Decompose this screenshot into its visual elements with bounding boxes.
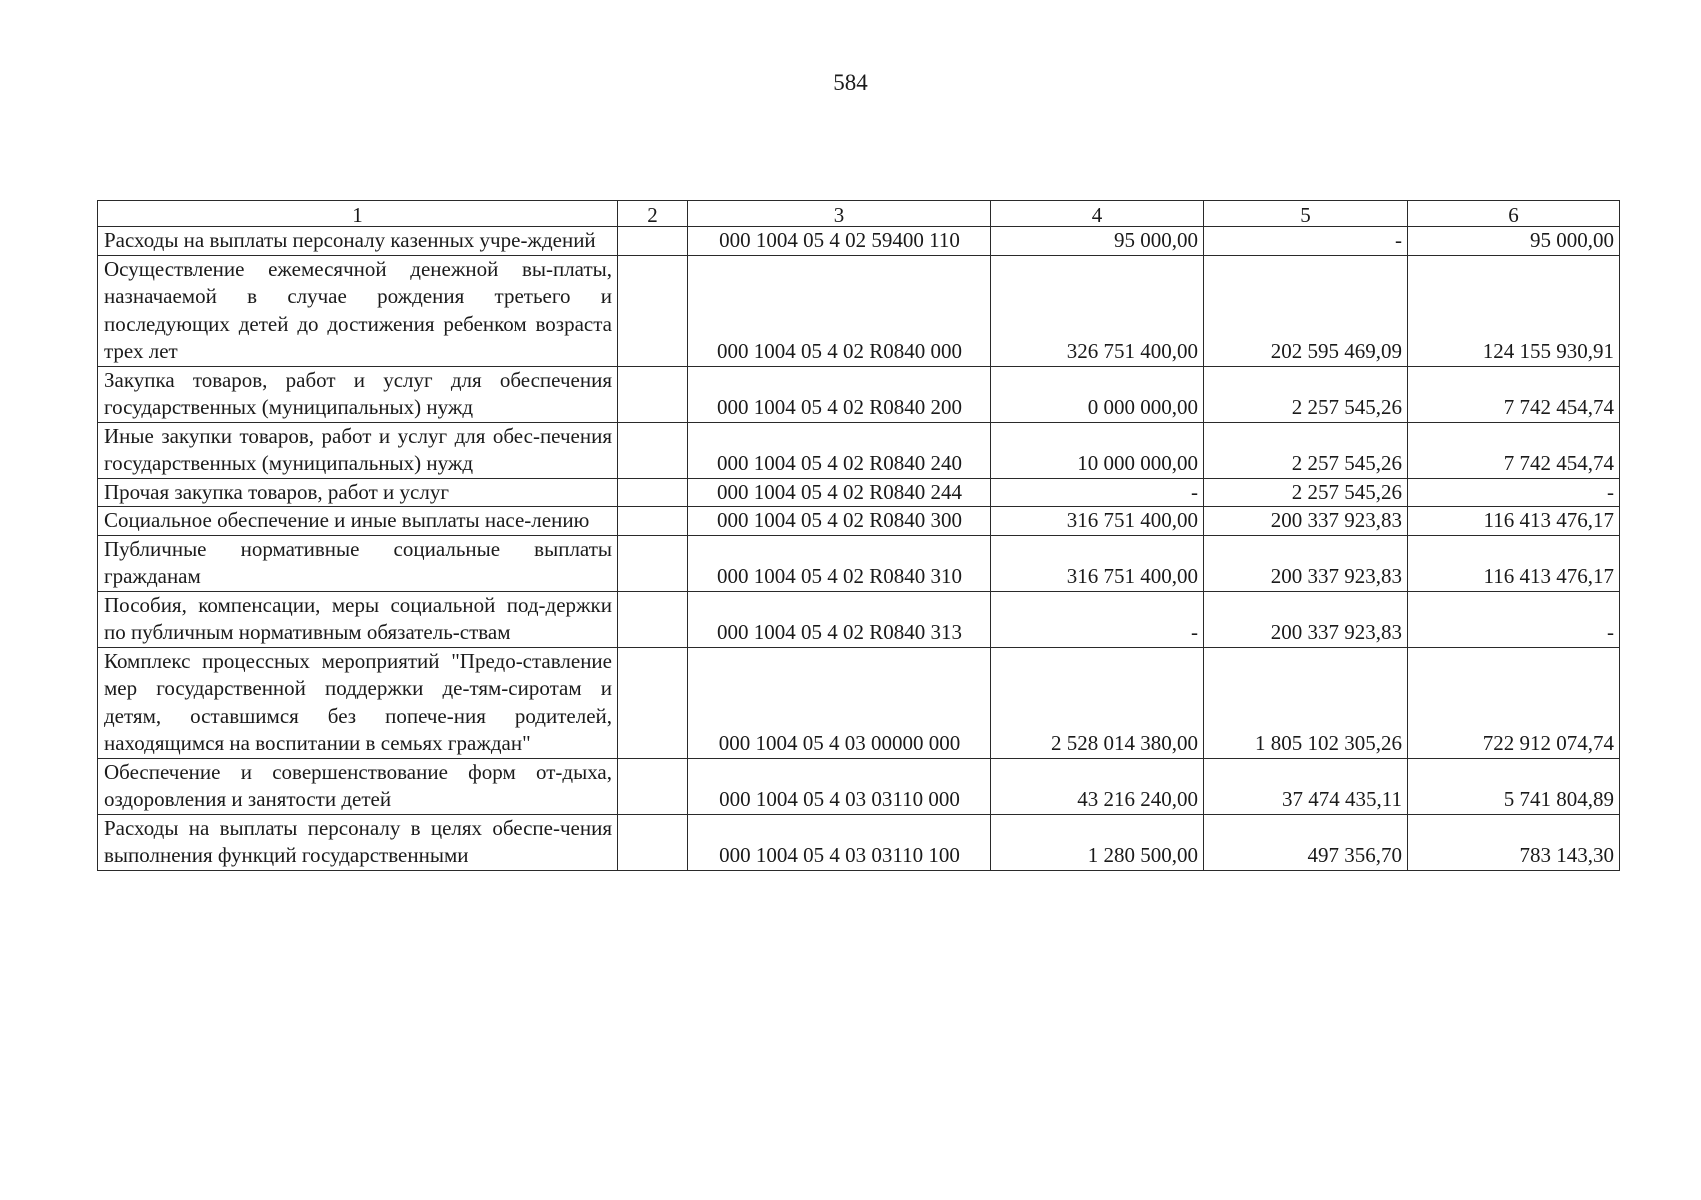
- column-header: 5: [1204, 201, 1408, 227]
- row-name-cell: Публичные нормативные социальные выплаты гражданам: [98, 535, 618, 591]
- row-col4-amount: -: [991, 478, 1204, 507]
- row-col4-amount: 0 000 000,00: [991, 366, 1204, 422]
- column-header: 3: [688, 201, 991, 227]
- row-col6-amount: 95 000,00: [1408, 227, 1620, 256]
- row-code-cell: 000 1004 05 4 02 R0840 240: [688, 422, 991, 478]
- table-row: [98, 647, 1620, 758]
- row-col2-cell: [618, 535, 688, 591]
- row-code-cell: 000 1004 05 4 02 R0840 313: [688, 591, 991, 647]
- row-col5-amount: 1 805 102 305,26: [1204, 647, 1408, 758]
- row-col2-cell: [618, 255, 688, 366]
- column-header: 4: [991, 201, 1204, 227]
- row-name-cell: Социальное обеспечение и иные выплаты насе-лению: [98, 507, 618, 536]
- row-col4-amount: 95 000,00: [991, 227, 1204, 256]
- row-col2-cell: [618, 422, 688, 478]
- row-code-cell: 000 1004 05 4 02 R0840 200: [688, 366, 991, 422]
- table-row: [98, 422, 1620, 478]
- row-col6-amount: 5 741 804,89: [1408, 758, 1620, 814]
- row-col5-amount: 2 257 545,26: [1204, 366, 1408, 422]
- table-row: [98, 758, 1620, 814]
- row-col6-amount: 116 413 476,17: [1408, 507, 1620, 536]
- row-col2-cell: [618, 814, 688, 870]
- page-number: 584: [833, 70, 868, 95]
- row-col4-amount: -: [991, 591, 1204, 647]
- table-row: [98, 255, 1620, 366]
- row-col6-amount: 7 742 454,74: [1408, 422, 1620, 478]
- row-col5-amount: 200 337 923,83: [1204, 507, 1408, 536]
- table-row: [98, 814, 1620, 870]
- row-col4-amount: 1 280 500,00: [991, 814, 1204, 870]
- row-col6-amount: 7 742 454,74: [1408, 366, 1620, 422]
- row-col6-amount: -: [1408, 478, 1620, 507]
- row-col4-amount: 10 000 000,00: [991, 422, 1204, 478]
- row-col2-cell: [618, 478, 688, 507]
- column-header: 2: [618, 201, 688, 227]
- row-name-cell: Пособия, компенсации, меры социальной под-держки по публичным нормативным обязатель-ствам: [98, 591, 618, 647]
- row-code-cell: 000 1004 05 4 02 R0840 300: [688, 507, 991, 536]
- row-col6-amount: 116 413 476,17: [1408, 535, 1620, 591]
- row-code-cell: 000 1004 05 4 02 59400 110: [688, 227, 991, 256]
- row-col2-cell: [618, 507, 688, 536]
- table-row: [98, 591, 1620, 647]
- row-col6-amount: 722 912 074,74: [1408, 647, 1620, 758]
- row-name-cell: Комплекс процессных мероприятий "Предо-ставление мер государственной поддержки де-тям-сиротам и детям, оставшимся без попече-ния родителей, находящимся на воспитании в семьях граждан": [98, 647, 618, 758]
- row-col2-cell: [618, 591, 688, 647]
- row-name-cell: Расходы на выплаты персоналу в целях обеспе-чения выполнения функций государственными: [98, 814, 618, 870]
- row-col4-amount: 2 528 014 380,00: [991, 647, 1204, 758]
- row-code-cell: 000 1004 05 4 03 03110 000: [688, 758, 991, 814]
- row-col4-amount: 316 751 400,00: [991, 535, 1204, 591]
- budget-table: [97, 200, 1620, 871]
- table-body: [98, 227, 1620, 871]
- table-row: [98, 507, 1620, 536]
- row-col5-amount: 2 257 545,26: [1204, 422, 1408, 478]
- table-row: [98, 535, 1620, 591]
- row-col4-amount: 326 751 400,00: [991, 255, 1204, 366]
- row-col5-amount: 200 337 923,83: [1204, 535, 1408, 591]
- row-col6-amount: -: [1408, 591, 1620, 647]
- table-row: [98, 227, 1620, 256]
- column-header: 6: [1408, 201, 1620, 227]
- row-code-cell: 000 1004 05 4 03 03110 100: [688, 814, 991, 870]
- row-code-cell: 000 1004 05 4 02 R0840 310: [688, 535, 991, 591]
- row-col5-amount: 200 337 923,83: [1204, 591, 1408, 647]
- table-row: [98, 366, 1620, 422]
- row-col2-cell: [618, 227, 688, 256]
- row-col2-cell: [618, 366, 688, 422]
- column-header: 1: [98, 201, 618, 227]
- row-col6-amount: 124 155 930,91: [1408, 255, 1620, 366]
- row-col5-amount: 202 595 469,09: [1204, 255, 1408, 366]
- row-name-cell: Обеспечение и совершенствование форм от-дыха, оздоровления и занятости детей: [98, 758, 618, 814]
- row-code-cell: 000 1004 05 4 02 R0840 244: [688, 478, 991, 507]
- row-col5-amount: 37 474 435,11: [1204, 758, 1408, 814]
- row-col4-amount: 43 216 240,00: [991, 758, 1204, 814]
- row-name-cell: Иные закупки товаров, работ и услуг для обес-печения государственных (муниципальных) нужд: [98, 422, 618, 478]
- header-row: [98, 201, 1620, 227]
- row-col5-amount: 497 356,70: [1204, 814, 1408, 870]
- row-col2-cell: [618, 758, 688, 814]
- row-col5-amount: 2 257 545,26: [1204, 478, 1408, 507]
- table-row: [98, 478, 1620, 507]
- row-col2-cell: [618, 647, 688, 758]
- row-col6-amount: 783 143,30: [1408, 814, 1620, 870]
- row-col5-amount: -: [1204, 227, 1408, 256]
- row-name-cell: Расходы на выплаты персоналу казенных учре-ждений: [98, 227, 618, 256]
- row-col4-amount: 316 751 400,00: [991, 507, 1204, 536]
- row-code-cell: 000 1004 05 4 02 R0840 000: [688, 255, 991, 366]
- row-code-cell: 000 1004 05 4 03 00000 000: [688, 647, 991, 758]
- row-name-cell: Прочая закупка товаров, работ и услуг: [98, 478, 618, 507]
- row-name-cell: Закупка товаров, работ и услуг для обеспечения государственных (муниципальных) нужд: [98, 366, 618, 422]
- row-name-cell: Осуществление ежемесячной денежной вы-платы, назначаемой в случае рождения третьего и последующих детей до достижения ребенком возраста трех лет: [98, 255, 618, 366]
